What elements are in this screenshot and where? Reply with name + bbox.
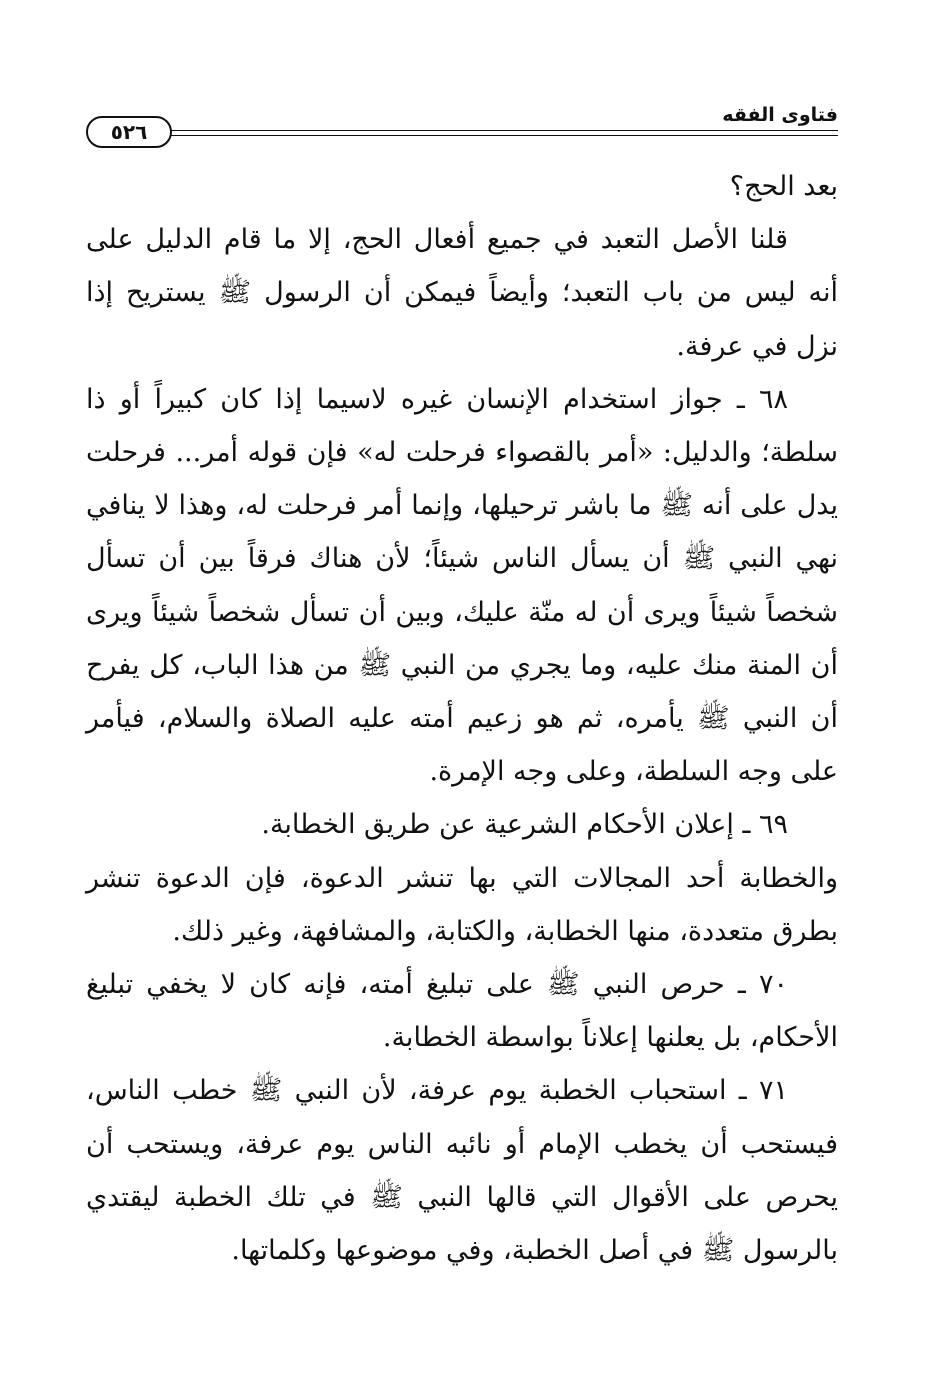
paragraph-question-end: بعد الحج؟ <box>729 171 838 202</box>
paragraph-item-68: ٦٨ ـ جواز استخدام الإنسان غيره لاسيما إذا كان كبيراً أو ذا سلطة؛ والدليل: «أمر بالقصواء فرحلت له» فإن قوله أمر... فرحلت يدل على أنه ﷺ ما باشر ترحيلها، وإنما أمر فرحلت له، وهذا لا ينافي نهي النبي ﷺ أن يسأل الناس شيئاً؛ لأن هناك فرقاً بين أن تسأل شخصاً شيئاً ويرى أن له منّة عليك، وبين أن تسأل شخصاً شيئاً ويرى أن المنة منك عليه، وما يجري من النبي ﷺ من هذا الباب، كل يفرح أن النبي ﷺ يأمره، ثم هو زعيم أمته عليه الصلاة والسلام، فيأمر على وجه السلطة، وعلى وجه الإمرة. <box>86 383 838 788</box>
paragraph-item-70: ٧٠ ـ حرص النبي ﷺ على تبليغ أمته، فإنه كان لا يخفي تبليغ الأحكام، بل يعلنها إعلاناً بواسطة الخطابة. <box>86 969 838 1054</box>
paragraph-answer: قلنا الأصل التعبد في جميع أفعال الحج، إلا ما قام الدليل على أنه ليس من باب التعبد؛ وأيضاً فيمكن أن الرسول ﷺ يستريح إذا نزل في عرفة. <box>86 224 838 362</box>
page-header <box>86 100 838 148</box>
page-number: ٥٢٦ <box>86 116 172 148</box>
paragraph-item-71: ٧١ ـ استحباب الخطبة يوم عرفة، لأن النبي ﷺ خطب الناس، فيستحب أن يخطب الإمام أو نائبه الناس يوم عرفة، ويستحب أن يحرص على الأقوال التي قالها النبي ﷺ في تلك الخطبة ليقتدي بالرسول ﷺ في أصل الخطبة، وفي موضوعها وكلماتها. <box>86 1075 838 1267</box>
page-body <box>86 160 838 1277</box>
header-rule-top <box>156 130 838 131</box>
paragraph-item-69: ٦٩ ـ إعلان الأحكام الشرعية عن طريق الخطابة. <box>261 809 788 841</box>
header-rule-bottom <box>156 135 838 136</box>
running-title: فتاوى الفقه <box>722 104 838 126</box>
paragraph-item-69-explanation: والخطابة أحد المجالات التي بها تنشر الدعوة، فإن الدعوة تنشر بطرق متعددة، منها الخطابة، والكتابة، والمشافهة، وغير ذلك. <box>86 862 838 947</box>
